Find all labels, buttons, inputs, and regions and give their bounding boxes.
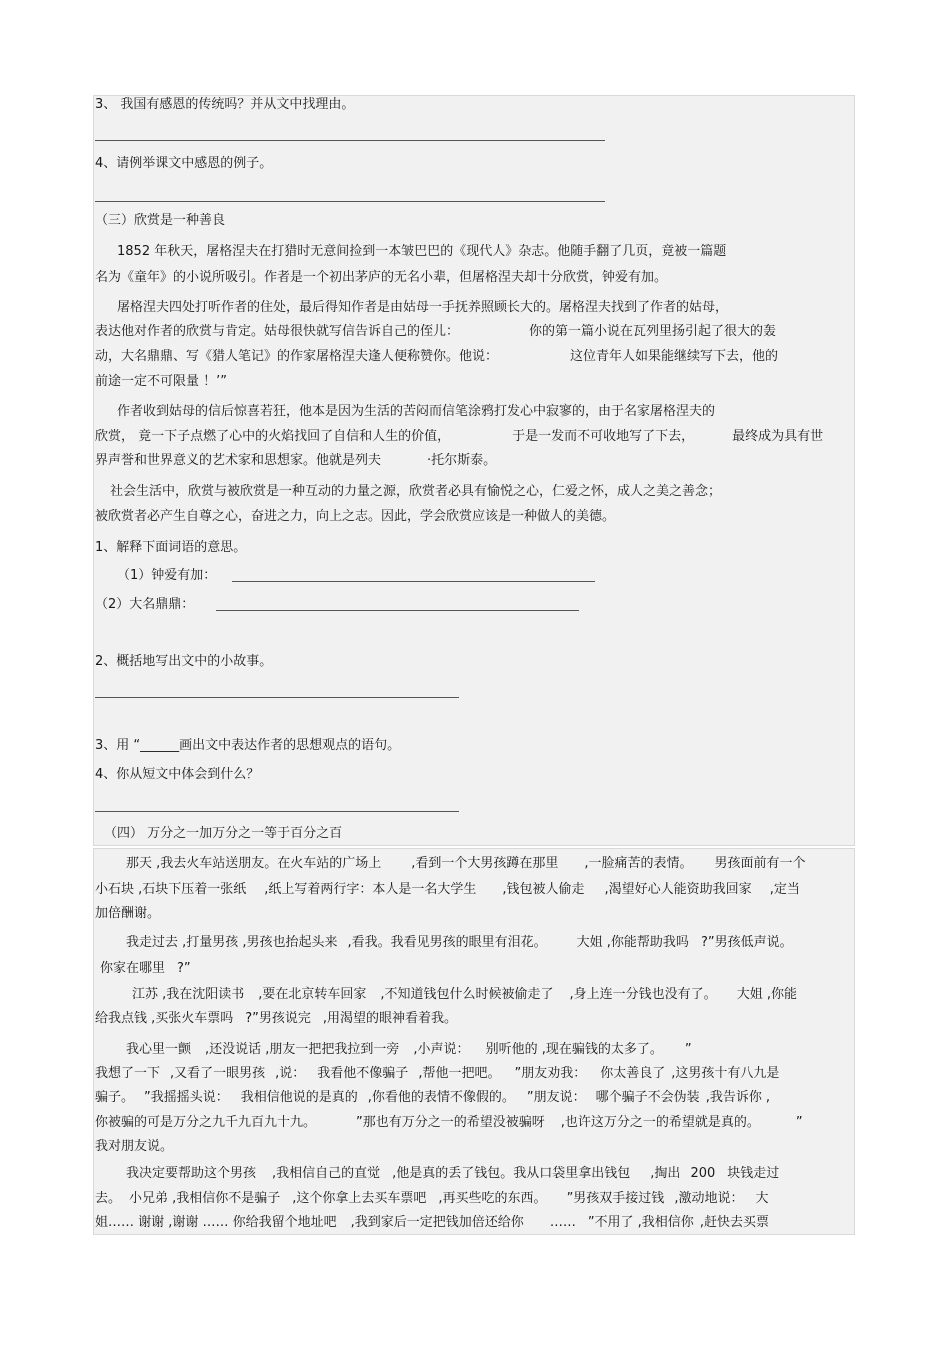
text-segment: ,小声说： <box>413 1042 470 1057</box>
paragraph-line: 社会生活中，欣赏与被欣赏是一种互动的力量之源，欣赏者必具有愉悦之心，仁爱之怀，成人之美之善念； <box>110 484 722 499</box>
question-1b: （2）大名鼎鼎： <box>95 597 195 612</box>
answer-line[interactable] <box>232 581 595 582</box>
text-segment: 小兄弟 ,我相信你不是骗子 <box>129 1191 281 1206</box>
paragraph-line: 前途一定不可限量 ！’” <box>95 374 227 389</box>
paragraph-line <box>95 349 778 365</box>
paragraph-line <box>95 453 496 469</box>
paragraph-line: 屠格涅夫四处打听作者的住处，最后得知作者是由姑母一手抚养照顾长大的。屠格涅夫找到了作者的姑母， <box>117 300 729 315</box>
text-segment: ”朋友劝我： <box>514 1066 587 1081</box>
text-segment: ,他是真的丢了钱包。我从口袋里拿出钱包 <box>392 1166 631 1181</box>
text-segment: 你被骗的可是万分之九千九百九十九。 <box>95 1115 317 1130</box>
paragraph-line: 被欣赏者必产生自尊之心，奋进之力，向上之志。因此，学会欣赏应该是一种做人的美德。 <box>95 509 616 524</box>
text-segment: ”我摇摇头说： <box>144 1090 229 1105</box>
text-segment: ,定当 <box>769 882 800 897</box>
text-segment: ,一脸痛苦的表情。 <box>584 856 693 871</box>
story-line <box>95 1011 457 1027</box>
text-segment: 界声誉和世界意义的艺术家和思想家。他就是列夫 <box>95 453 382 468</box>
text-segment: ”那也有万分之一的希望没被骗呀 <box>356 1115 545 1130</box>
answer-line[interactable] <box>95 811 459 812</box>
text-segment: ,身上连一分钱也没有了。 <box>569 987 717 1002</box>
text-segment: 这位青年人如果能继续写下去，他的 <box>570 349 779 364</box>
text-segment: 于是一发而不可收地写了下去， <box>512 429 695 444</box>
answer-line[interactable] <box>95 697 459 698</box>
text-segment: ,我告诉你 <box>705 1090 762 1105</box>
text-segment: 我走过去 ,打量男孩 ,男孩也抬起头来 <box>126 935 338 950</box>
text-segment: 你的第一篇小说在瓦列里扬引起了很大的轰 <box>529 324 777 339</box>
story-line <box>95 1115 803 1131</box>
text-segment: ,帮他一把吧。 <box>418 1066 501 1081</box>
text-segment: ,渴望好心人能资助我回家 <box>604 882 752 897</box>
text-segment: 我相信他说的是真的 <box>240 1090 358 1105</box>
text-segment: ,我相信自己的直觉 <box>272 1166 381 1181</box>
text-segment: ,我到家后一定把钱加倍还给你 <box>350 1215 524 1230</box>
text-segment: 表达他对作者的欣赏与肯定。姑母很快就写信告诉自己的侄儿： <box>95 324 460 339</box>
text-segment: 块钱走过 <box>727 1166 780 1181</box>
question-4: 4、你从短文中体会到什么？ <box>95 767 260 782</box>
story-line: 加倍酬谢。 <box>95 906 161 921</box>
text-segment: 你家在哪里 <box>100 961 166 976</box>
text-segment: ,不知道钱包什么时候被偷走了 <box>380 987 554 1002</box>
story-line <box>126 1042 692 1058</box>
text-segment: ,还没说话 ,朋友一把把我拉到一旁 <box>205 1042 400 1057</box>
paragraph-line <box>95 429 823 445</box>
text-segment: 去。 <box>95 1191 122 1206</box>
text-segment: ?”男孩说完 <box>245 1011 311 1026</box>
text-segment: ,用渴望的眼神看着我。 <box>322 1011 458 1026</box>
story-line <box>100 961 191 977</box>
text-segment: 男孩面前有一个 <box>714 856 806 871</box>
text-segment: ”不用了 ,我相信你 <box>587 1215 694 1230</box>
text-segment: ”男孩双手接过钱 <box>566 1191 665 1206</box>
text-segment: ,钱包被人偷走 <box>502 882 585 897</box>
story-line <box>95 1191 768 1207</box>
text-segment: ,这男孩十有八九是 <box>671 1066 780 1081</box>
text-segment: ,激动地说： <box>674 1191 744 1206</box>
text-segment: 我想了一下 <box>95 1066 161 1081</box>
answer-line[interactable] <box>95 140 605 141</box>
section-heading: （四） 万分之一加万分之一等于百分之百 <box>104 826 343 841</box>
question-1a: （1）钟爱有加： <box>117 568 217 583</box>
text-segment: ”朋友说： <box>526 1090 586 1105</box>
text-segment: 欣赏， 竟一下子点燃了心中的火焰找回了自信和人生的价值， <box>95 429 451 444</box>
text-segment: 我决定要帮助这个男孩 <box>126 1166 257 1181</box>
text-segment: ,看我。我看见男孩的眼里有泪花。 <box>347 935 547 950</box>
text-segment: 别听他的 ,现在骗钱的太多了。 <box>485 1042 663 1057</box>
answer-line[interactable] <box>95 201 605 202</box>
text-segment: , <box>765 1090 770 1105</box>
text-segment: 200 <box>690 1166 716 1181</box>
text-segment: ,纸上写着两行字：本人是一名大学生 <box>264 882 477 897</box>
text-segment: 大 <box>755 1191 769 1206</box>
text-segment: 我看他不像骗子 <box>317 1066 409 1081</box>
text-segment: 哪个骗子不会伪装 <box>595 1090 700 1105</box>
text-segment: …… <box>549 1215 576 1230</box>
text-segment: ,说： <box>275 1066 306 1081</box>
paragraph-line <box>95 324 776 340</box>
question-3: 3、用 “______画出文中表达作者的思想观点的语句。 <box>95 738 401 753</box>
text-segment: ,看到一个大男孩蹲在那里 <box>411 856 559 871</box>
section-heading: （三）欣赏是一种善良 <box>95 213 226 228</box>
text-segment: 骗子。 <box>95 1090 135 1105</box>
story-line <box>95 882 800 898</box>
paragraph-line: 1852 年秋天，屠格涅夫在打猎时无意间捡到一本皱巴巴的《现代人》杂志。他随手翻了几页，竟被一篇题 <box>117 244 727 259</box>
story-line <box>126 856 806 872</box>
text-segment: 最终成为具有世 <box>732 429 824 444</box>
story-line: 我对朋友说。 <box>95 1139 174 1154</box>
story-line <box>132 987 797 1003</box>
story-line <box>95 1066 779 1082</box>
paragraph-line: 作者收到姑母的信后惊喜若狂，他本是因为生活的苦闷而信笔涂鸦打发心中寂寥的，由于名家屠格涅夫的 <box>117 404 716 419</box>
text-segment: ,掏出 <box>650 1166 681 1181</box>
text-segment: ,再买些吃的东西。 <box>438 1191 547 1206</box>
story-line <box>95 1215 769 1231</box>
text-segment: ,这个你拿上去买车票吧 <box>292 1191 427 1206</box>
question-1: 1、解释下面词语的意思。 <box>95 540 247 555</box>
text-segment: 大姐 ,你能帮助我吗 <box>576 935 689 950</box>
text-segment: ?”男孩低声说。 <box>700 935 793 950</box>
text-segment: ?” <box>177 961 191 976</box>
answer-line[interactable] <box>216 610 579 611</box>
text-segment: 大姐 ,你能 <box>736 987 797 1002</box>
text-segment: ” <box>795 1115 803 1130</box>
text-segment: 我心里一颤 <box>126 1042 192 1057</box>
question-2: 2、概括地写出文中的小故事。 <box>95 654 273 669</box>
text-segment: ,也许这万分之一的希望就是真的。 <box>560 1115 760 1130</box>
text-segment: ,赶快去买票 <box>699 1215 769 1230</box>
text-segment: 动，大名鼎鼎、写《猎人笔记》的作家屠格涅夫逢人便称赞你。他说： <box>95 349 499 364</box>
story-line <box>126 935 793 951</box>
story-line <box>95 1090 770 1106</box>
text-segment: 江苏 ,我在沈阳读书 <box>132 987 245 1002</box>
text-segment: ” <box>684 1042 692 1057</box>
question-4: 4、请例举课文中感恩的例子。 <box>95 156 273 171</box>
text-segment: 小石块 ,石块下压着一张纸 <box>95 882 247 897</box>
story-line <box>126 1166 779 1182</box>
text-segment: ,你看他的表情不像假的。 <box>367 1090 515 1105</box>
text-segment: ·托尔斯泰。 <box>427 453 497 468</box>
text-segment: ,又看了一眼男孩 <box>170 1066 266 1081</box>
paragraph-line: 名为《童年》的小说所吸引。作者是一个初出茅庐的无名小辈，但屠格涅夫却十分欣赏，钟爱有加。 <box>95 270 668 285</box>
text-segment: 姐…… 谢谢 ,谢谢 …… 你给我留个地址吧 <box>95 1215 337 1230</box>
worksheet-panel-top <box>93 95 855 846</box>
text-segment: ,要在北京转车回家 <box>258 987 367 1002</box>
text-segment: 那天 ,我去火车站送朋友。在火车站的广场上 <box>126 856 382 871</box>
text-segment: 你太善良了 <box>600 1066 666 1081</box>
question-3: 3、 我国有感恩的传统吗？并从文中找理由。 <box>95 97 355 112</box>
text-segment: 给我点钱 ,买张火车票吗 <box>95 1011 234 1026</box>
